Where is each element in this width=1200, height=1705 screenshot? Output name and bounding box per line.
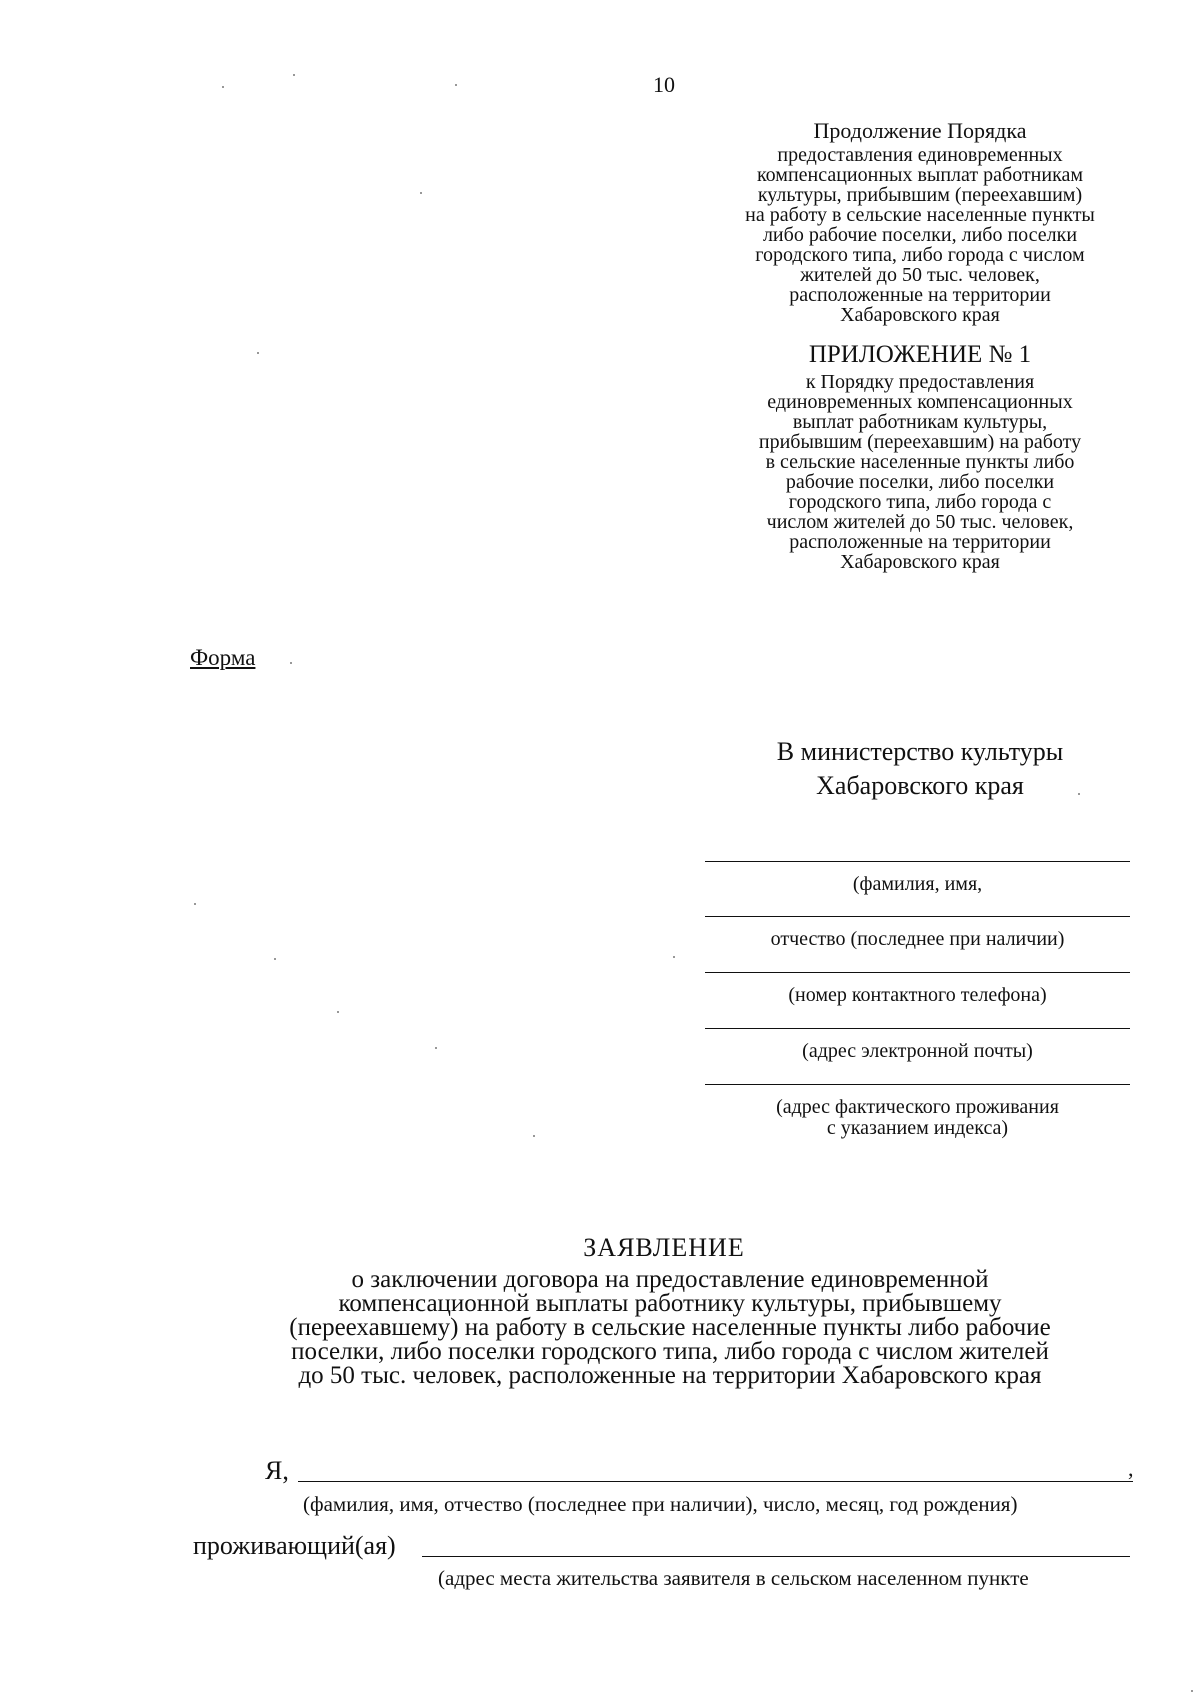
applicant-caption: (фамилия, имя, отчество (последнее при наличии), число, месяц, год рождения) — [303, 1492, 1018, 1516]
scan-speck — [435, 1047, 437, 1049]
field-caption: (адрес фактического проживания — [776, 1096, 1059, 1118]
statement-subtitle — [225, 1268, 1115, 1388]
fill-line — [705, 861, 1130, 862]
fill-line — [705, 916, 1130, 917]
applicant-comma: , — [1128, 1456, 1134, 1481]
scan-speck — [1078, 793, 1080, 795]
statement-title: ЗАЯВЛЕНИЕ — [583, 1233, 745, 1262]
scan-speck — [257, 352, 259, 354]
appendix-line: расположенные на территории — [789, 531, 1051, 553]
appendix-line: рабочие поселки, либо поселки — [785, 471, 1055, 493]
appendix-line: городского типа, либо города с — [788, 491, 1052, 513]
appendix-line: выплат работникам культуры, — [792, 411, 1048, 433]
residing-caption: (адрес места жительства заявителя в сельском населенном пункте — [438, 1566, 1029, 1590]
fill-line — [705, 972, 1130, 973]
scan-speck — [222, 86, 224, 88]
statement-line: компенсационной выплаты работнику культуры, прибывшему — [338, 1290, 1002, 1317]
field-caption: (номер контактного телефона) — [788, 984, 1047, 1006]
scan-speck — [293, 74, 295, 76]
addressee — [750, 735, 1090, 803]
statement-line: (переехавшему) на работу в сельские населенные пункты либо рабочие — [289, 1314, 1051, 1341]
scan-speck — [1191, 1690, 1193, 1692]
fill-line — [705, 1028, 1130, 1029]
appendix-line: к Порядку предоставления — [805, 371, 1035, 393]
applicant-name-line[interactable] — [298, 1481, 1133, 1482]
scan-speck — [673, 956, 675, 958]
appendix-line: единовременных компенсационных — [767, 391, 1073, 413]
continuation-line: на работу в сельские населенные пункты — [745, 204, 1095, 226]
continuation-line: городского типа, либо города с числом — [755, 244, 1085, 266]
field-caption: с указанием индекса) — [826, 1117, 1009, 1139]
scan-speck — [290, 662, 292, 664]
continuation-line: предоставления единовременных — [777, 144, 1063, 166]
continuation-line: расположенные на территории — [789, 284, 1051, 306]
address-field[interactable] — [705, 1084, 1130, 1139]
addressee-line: Хабаровского края — [816, 771, 1024, 800]
form-label: Форма — [190, 645, 256, 670]
applicant-label: Я, — [265, 1456, 289, 1485]
page-number: 10 — [653, 72, 675, 97]
continuation-title: Продолжение Порядка — [813, 118, 1027, 143]
field-caption: (фамилия, имя, — [852, 873, 983, 895]
scan-speck — [337, 1011, 339, 1013]
field-caption: (адрес электронной почты) — [802, 1040, 1033, 1062]
scan-speck — [194, 903, 196, 905]
residing-label: проживающий(ая) — [193, 1531, 396, 1560]
scan-speck — [533, 1135, 535, 1137]
statement-line: о заключении договора на предоставление единовременной — [351, 1266, 989, 1293]
appendix-line: прибывшим (переехавшим) на работу — [758, 431, 1082, 453]
patronymic-field[interactable] — [705, 916, 1130, 949]
appendix-line: в сельские населенные пункты либо — [765, 451, 1075, 473]
continuation-text — [700, 145, 1140, 325]
continuation-line: культуры, прибывшим (переехавшим) — [757, 184, 1083, 206]
fill-line — [705, 1084, 1130, 1085]
field-caption: отчество (последнее при наличии) — [770, 928, 1065, 950]
appendix-line: Хабаровского края — [840, 551, 1000, 573]
statement-line: до 50 тыс. человек, расположенные на территории Хабаровского края — [298, 1362, 1042, 1389]
addressee-line: В министерство культуры — [776, 737, 1064, 766]
appendix-title: ПРИЛОЖЕНИЕ № 1 — [808, 341, 1032, 368]
scan-speck — [420, 192, 422, 194]
continuation-line: либо рабочие поселки, либо поселки — [762, 224, 1078, 246]
residing-address-line[interactable] — [422, 1556, 1130, 1557]
email-field[interactable] — [705, 1028, 1130, 1061]
phone-field[interactable] — [705, 972, 1130, 1005]
appendix-text — [700, 372, 1140, 572]
continuation-line: компенсационных выплат работникам — [756, 164, 1084, 186]
continuation-line: Хабаровского края — [840, 304, 1000, 326]
continuation-line: жителей до 50 тыс. человек, — [800, 264, 1040, 286]
name-field[interactable] — [705, 861, 1130, 894]
scan-speck — [455, 84, 457, 86]
appendix-line: числом жителей до 50 тыс. человек, — [766, 511, 1074, 533]
statement-line: поселки, либо поселки городского типа, либо города с числом жителей — [291, 1338, 1049, 1365]
scan-speck — [274, 958, 276, 960]
